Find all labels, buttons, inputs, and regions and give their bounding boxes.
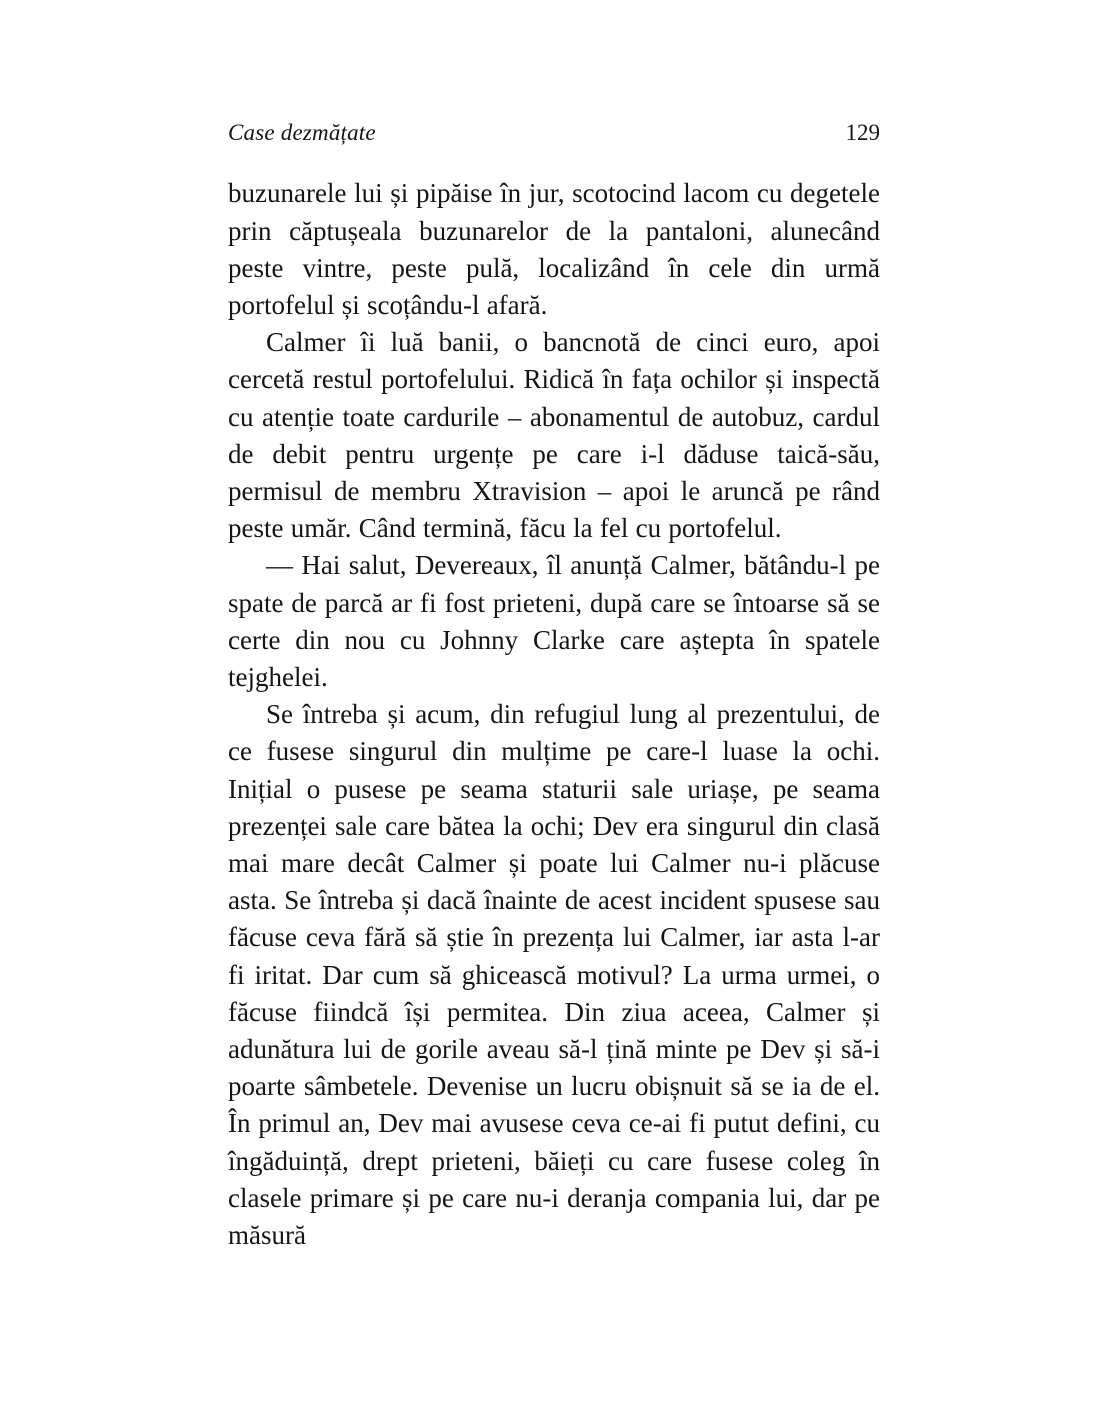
page-header [228, 120, 880, 145]
running-title: Case dezmățate [228, 120, 376, 145]
paragraph-dialogue: — Hai salut, Devereaux, îl anunță Calmer, bătându-l pe spate de parcă ar fi fost prieteni, după care se întoarse să se certe din nou cu Johnny Clarke care aștepta în spatele tejghelei. [228, 550, 880, 692]
book-page [228, 120, 880, 1254]
page-body [228, 175, 880, 1254]
paragraph: Calmer îi luă banii, o bancnotă de cinci euro, apoi cercetă restul portofelului. Ridică în fața ochilor și inspectă cu atenție toate cardurile – abonamentul de autobuz, cardul de debit pentru urgențe pe care i-l dăduse taică-său, permisul de membru Xtravision – apoi le aruncă pe rând peste umăr. Când termină, făcu la fel cu portofelul. [228, 327, 880, 544]
page-number: 129 [845, 120, 880, 145]
paragraph-continuation: buzunarele lui și pipăise în jur, scotocind lacom cu degetele prin căptușeala buzunarelor de la pantaloni, alunecând peste vintre, peste pulă, localizând în cele din urmă portofelul și scoțându-l afară. [228, 178, 880, 320]
paragraph: Se întreba și acum, din refugiul lung al prezentului, de ce fusese singurul din mulțime pe care-l luase la ochi. Inițial o pusese pe seama staturii sale uriașe, pe seama prezenței sale care bătea la ochi; Dev era singurul din clasă mai mare decât Calmer și poate lui Calmer nu-i plăcuse asta. Se întreba și dacă înainte de acest incident spusese sau făcuse ceva fără să știe în prezența lui Calmer, iar asta l-ar fi iritat. Dar cum să ghicească motivul? La urma urmei, o făcuse fiindcă își permitea. Din ziua aceea, Calmer și adunătura lui de gorile aveau să-l țină minte pe Dev și să-i poarte sâmbetele. Devenise un lucru obișnuit să se ia de el. În primul an, Dev mai avusese ceva ce-ai fi putut defini, cu îngăduință, drept prieteni, băieți cu care fusese coleg în clasele primare și pe care nu-i deranja compania lui, dar pe măsură [228, 699, 880, 1250]
